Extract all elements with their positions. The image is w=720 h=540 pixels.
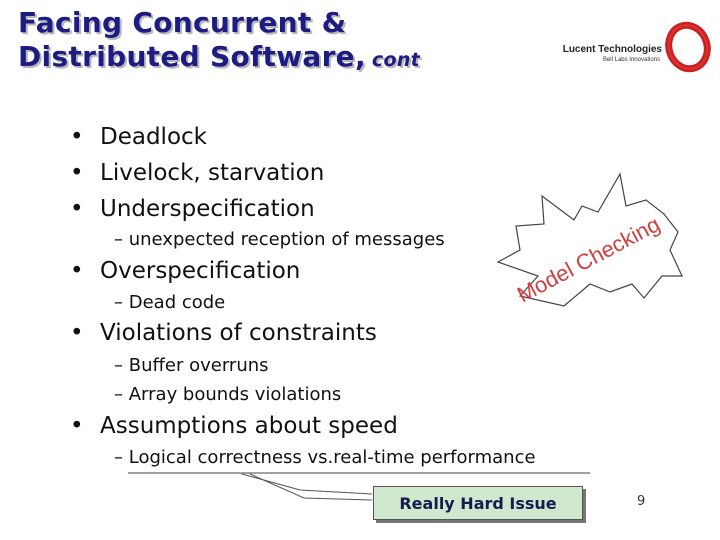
sub-bullet-item: – Dead code (114, 292, 226, 313)
sub-bullet-text: Array bounds violations (128, 384, 342, 405)
model-checking-starburst (494, 172, 694, 312)
logo-company-name: Lucent Technologies (562, 44, 662, 55)
sub-bullet-text: Buffer overruns (128, 355, 269, 376)
bullet-text: Overspecification (100, 258, 301, 284)
bullet-text: Underspecification (100, 196, 315, 222)
sub-bullet-item: – Logical correctness vs.real-time performance (114, 447, 536, 468)
bullet-item (70, 258, 301, 284)
sub-bullet-item: – Buffer overruns (114, 355, 269, 376)
page-number: 9 (637, 494, 646, 509)
sub-bullet-text: Logical correctness vs.real-time performance (128, 447, 536, 468)
starburst-text: Model Checking (512, 211, 664, 308)
sub-bullet-item: – Array bounds violations (114, 384, 342, 405)
title-line-2: Distributed Software, (18, 40, 366, 73)
title-line-1: Facing Concurrent & (18, 6, 347, 39)
bullet-text: Violations of constraints (100, 320, 377, 346)
slide-title (18, 6, 420, 77)
sub-bullet-item: – unexpected reception of messages (114, 229, 445, 250)
bullet-item (70, 124, 207, 150)
sub-bullet-text: Dead code (128, 292, 226, 313)
title-suffix: cont (371, 49, 421, 71)
sub-bullet-text: unexpected reception of messages (128, 229, 445, 250)
bullet-item (70, 196, 315, 222)
bullet-dot: • (70, 124, 84, 150)
bullet-dot: • (70, 196, 84, 222)
really-hard-issue-label: Really Hard Issue (373, 486, 583, 520)
bullet-dot: • (70, 258, 84, 284)
innovation-ring-icon (658, 14, 720, 80)
logo-tagline: Bell Labs Innovations (602, 57, 660, 63)
bullet-dot: • (70, 160, 84, 186)
bullet-item (70, 160, 325, 186)
bullet-text: Livelock, starvation (100, 160, 325, 186)
bullet-dot: • (70, 320, 84, 346)
bullet-item (70, 320, 377, 346)
bullet-text: Assumptions about speed (100, 413, 398, 439)
bullet-text: Deadlock (100, 124, 207, 150)
bullet-item (70, 413, 398, 439)
bullet-dot: • (70, 413, 84, 439)
